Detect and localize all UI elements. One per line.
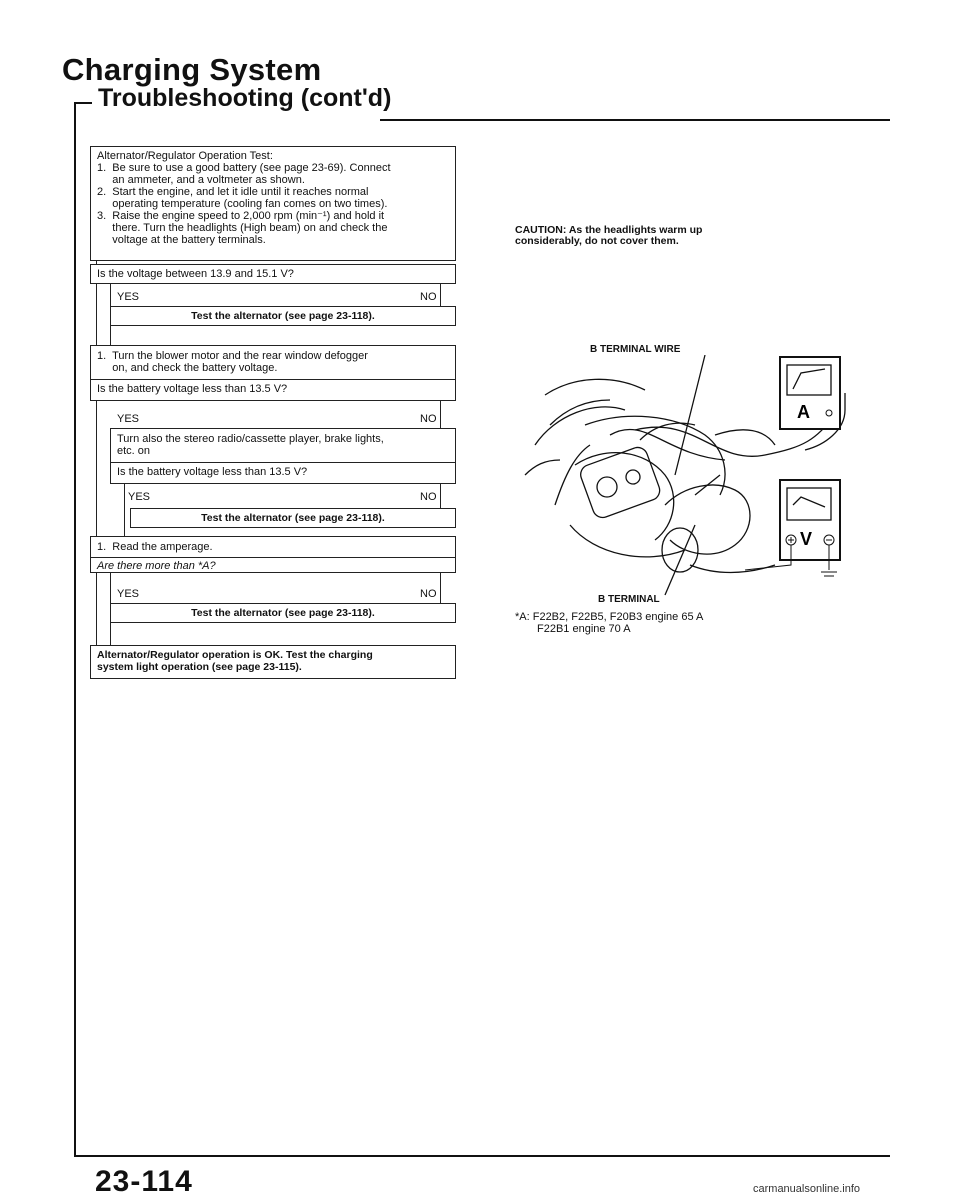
b-terminal-label: B TERMINAL [598,594,660,605]
blower-line: 1. Turn the blower motor and the rear window defogger [97,350,368,362]
ammeter-label: A [797,402,810,422]
test-step: 2. Start the engine, and let it idle until it reaches normal [97,186,369,198]
yes-label: YES [117,291,140,303]
ammeter-icon [780,357,840,429]
section-title: Troubleshooting (cont'd) [98,84,392,112]
no-branch-line [440,283,441,307]
yes-label: YES [128,491,151,503]
amperage-line: 1. Read the amperage. [97,541,213,553]
test-title: Alternator/Regulator Operation Test: [97,150,273,162]
footer-rule [74,1155,890,1157]
test-step: 1. Be sure to use a good battery (see page 23-69). Connect [97,162,391,174]
left-page-rule [74,102,76,1157]
stereo-box [110,428,456,484]
yes-label: YES [117,588,140,600]
blower-line: on, and check the battery voltage. [97,362,278,374]
question-battery-voltage: Is the battery voltage less than 13.5 V? [91,379,455,395]
no-branch-line [440,401,441,429]
final-ok-box [90,645,456,679]
voltmeter-icon [745,480,840,576]
result-test-alternator-2: Test the alternator (see page 23-118). [130,508,456,528]
no-label: NO [420,413,437,425]
no-branch-line [440,484,441,510]
alternator-diagram [515,355,870,600]
header-rule [380,119,890,121]
result-test-alternator-1: Test the alternator (see page 23-118). [110,306,456,326]
b-terminal-wire-label: B TERMINAL WIRE [590,344,681,355]
stereo-line: etc. on [117,445,151,457]
amperage-box [90,536,456,573]
header-bracket [74,102,92,104]
stereo-line: Turn also the stereo radio/cassette player, brake lights, [117,433,384,445]
page-number: 23-114 [95,1165,193,1198]
test-step: operating temperature (cooling fan comes on two times). [97,198,388,210]
operation-test-box [90,146,456,261]
watermark: carmanualsonline.info [753,1183,861,1195]
note-line: F22B1 engine 70 A [537,623,631,635]
note-line: *A: F22B2, F22B5, F20B3 engine 65 A [515,611,704,623]
final-line: system light operation (see page 23-115). [97,661,302,673]
yes-label: YES [117,413,140,425]
caution-note: CAUTION: As the headlights warm up considerably, do not cover them. [515,224,703,247]
test-step: an ammeter, and a voltmeter as shown. [97,174,305,186]
final-line: Alternator/Regulator operation is OK. Test the charging [97,649,373,661]
test-step: 3. Raise the engine speed to 2,000 rpm (min⁻¹) and hold it [97,210,385,222]
yes-branch-line [124,484,125,536]
result-test-alternator-3: Test the alternator (see page 23-118). [110,603,456,623]
page-title: Charging System [62,52,322,87]
voltmeter-label: V [800,529,813,549]
no-branch-line [440,573,441,605]
amperage-note [515,611,703,635]
test-step: voltage at the battery terminals. [97,234,266,246]
question-battery-voltage: Is the battery voltage less than 13.5 V? [111,462,455,478]
test-step: there. Turn the headlights (High beam) on and check the [97,222,388,234]
blower-box [90,345,456,401]
question-voltage-range: Is the voltage between 13.9 and 15.1 V? [90,264,456,284]
question-amperage: Are there more than *A? [91,557,455,572]
flow-line-left [96,260,97,645]
no-label: NO [420,291,437,303]
no-label: NO [420,491,437,503]
no-label: NO [420,588,437,600]
